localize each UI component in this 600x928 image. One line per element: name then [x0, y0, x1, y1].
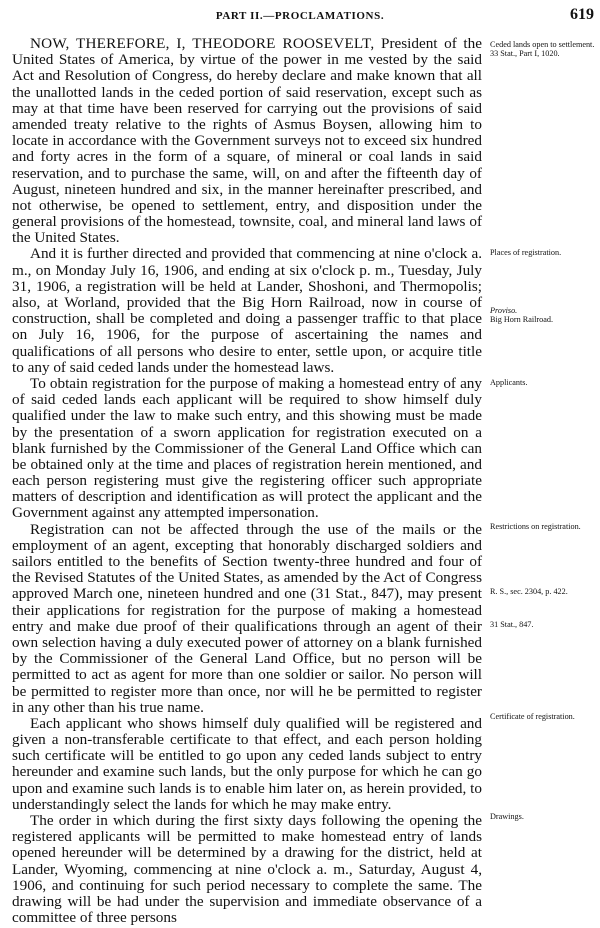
opening-lead: NOW, THEREFORE, I, THEODORE ROOSEVELT, [30, 35, 375, 52]
page-header [0, 6, 600, 30]
margin-railroad: Big Horn Railroad. [490, 315, 553, 325]
margin-note-applicants: Applicants. [490, 378, 528, 387]
margin-ceded-cite: 33 Stat., Part I, 1020. [490, 49, 560, 59]
margin-proviso-label: Proviso. [490, 306, 518, 315]
margin-note-places: Places of registration. [490, 248, 562, 257]
margin-note-ceded-lands [490, 40, 596, 59]
paragraph-opening [12, 36, 482, 246]
paragraph-applicants: To obtain registration for the purpose of making a homestead entry of any of said ceded lands each applicant will be required to show himself duly qualified under the law to make such entry, and this showing must be made by the presentation of a sworn application for registration executed on a blank furnished by the Commissioner of the General Land Office which can be obtained only at the time and places of registration herein mentioned, and each person registering must give the registering officer such appropriate matters of description and identification as will protect the applicant and the Government against any attempted impersonation. [12, 374, 482, 522]
paragraph-certificate: Each applicant who shows himself duly qualified will be registered and given a non-transferable certificate to that effect, and each person holding such certificate will be entitled to go upon any ceded lands subject to entry hereunder and examine such lands, but the only purpose for which he can go upon and examine such lands is to enable him later on, as herein provided, to understandingly select the lands for which he may make entry. [12, 714, 482, 813]
margin-note-31-stat: 31 Stat., 847. [490, 620, 534, 629]
paragraph-registration-places: And it is further directed and provided that commencing at nine o'clock a. m., on Monday July 16, 1906, and ending at six o'clock p. m., Tuesday, July 31, 1906, a registration will be held at Lander, Shoshoni, and Thermopolis; also, at Worland, provided that the Big Horn Railroad, now in course of construction, shall be completed and doing a passenger traffic to that place on July 16, 1906, for the purpose of ascertaining the names and qualifications of all persons who desire to enter, settle upon, or acquire title to any of said ceded lands under the homestead laws. [12, 245, 482, 376]
margin-note-restrictions: Restrictions on registration. [490, 522, 581, 531]
proclamation-text [12, 36, 482, 926]
paragraph-drawings: The order in which during the first sixty days following the opening the registered applicants will be permitted to make homestead entry of lands opened hereunder will be determined by a drawing for the district, held at Lander, Wyoming, commencing at nine o'clock a. m., Saturday, August 4, 1906, and continuing for such period necessary to complete the same. The drawing will be had under the supervision and immediate observance of a committee of three persons [12, 812, 482, 927]
page-number: 619 [570, 6, 594, 23]
margin-note-rs: R. S., sec. 2304, p. 422. [490, 587, 568, 596]
paragraph-restrictions: Registration can not be affected through the use of the mails or the employment of an agent, excepting that honorably discharged soldiers and sailors entitled to the benefits of Section twenty-three hundred and four of the Revised Statutes of the United States, as amended by the Act of Congress approved March one, nineteen hundred and one (31 Stat., 847), may present their applications for registration for the purpose of making a homestead entry and make due proof of their qualifications through an agent of their own selection having a duly executed power of attorney on a blank furnished by the Commissioner of the General Land Office, but no person will be permitted to act as agent for more than one soldier or sailor. No person will be permitted to register more than once, nor will he be permitted to register in any other than his true name. [12, 520, 482, 716]
margin-note-drawings: Drawings. [490, 812, 524, 821]
margin-ceded-title: Ceded lands open to settlement. [490, 40, 595, 49]
running-head: PART II.—PROCLAMATIONS. [215, 10, 385, 22]
opening-rest: President of the United States of America, by virtue of the power in me vested by the said Act and Resolution of Congress, do hereby declare and make known that all the unallotted lands in the ceded portion of said reservation, except such as may at that time have been reserved for carrying out the provisions of said amended treaty relative to the rights of Asmus Boysen, allowing him to locate in accordance with the Government surveys not to exceed six hundred and forty acres in the form of a square, of mineral or coal lands in said reservation, and to purchase the same, will, on and after the fifteenth day of August, nineteen hundred and six, in the manner hereinafter prescribed, and not otherwise, be opened to settlement, entry, and disposition under the general provisions of the homestead, townsite, coal, and mineral land laws of the United States. [12, 35, 482, 247]
margin-note-certificate: Certificate of registration. [490, 712, 575, 721]
margin-note-proviso [490, 306, 596, 325]
